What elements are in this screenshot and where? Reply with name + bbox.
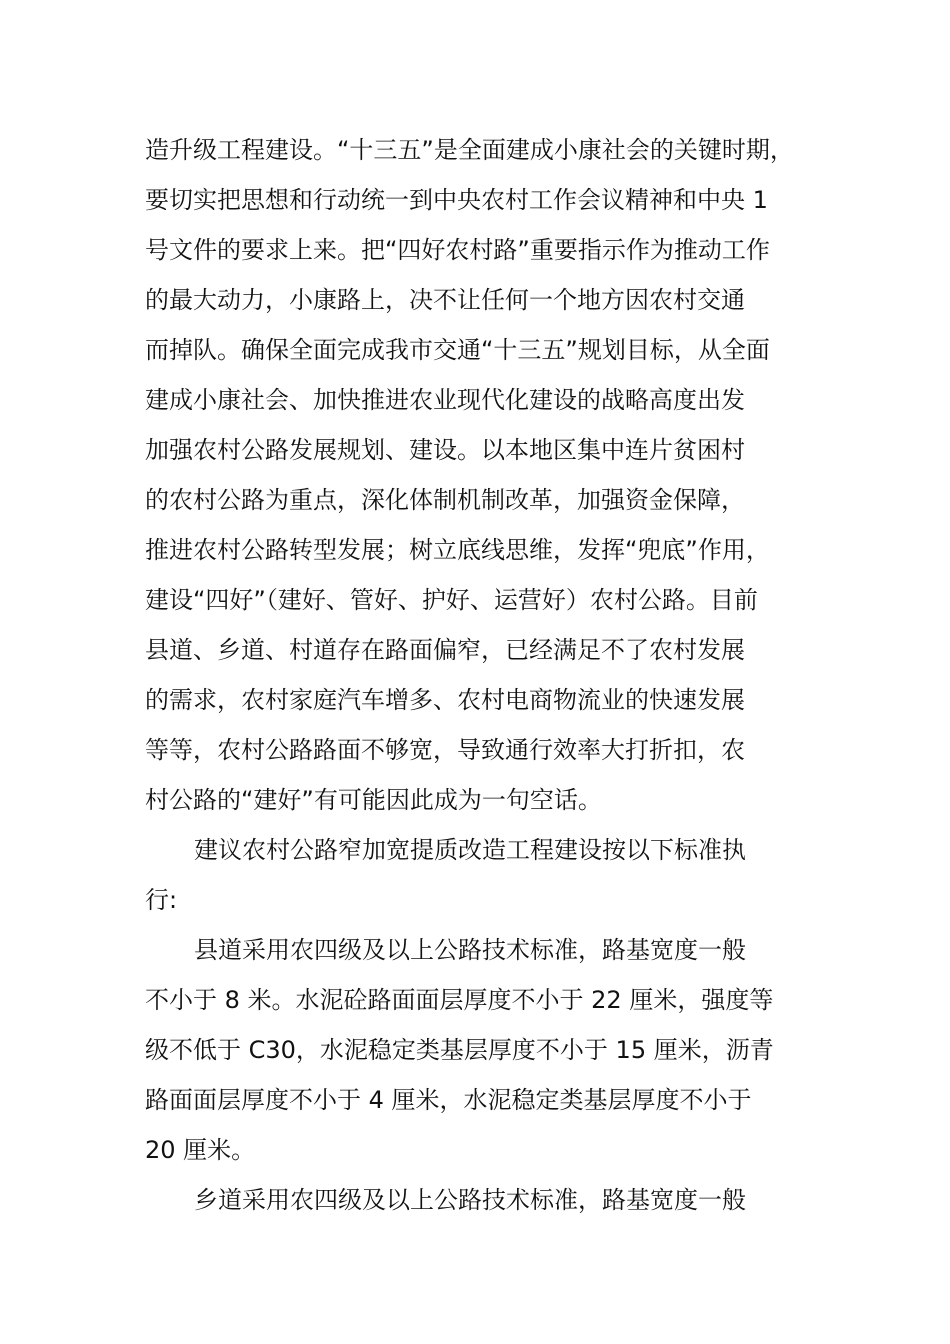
- text-line: 20 厘米。: [145, 1136, 256, 1164]
- text-line: 建成小康社会、加快推进农业现代化建设的战略高度出发: [145, 386, 745, 414]
- text-line: 等等，农村公路路面不够宽，导致通行效率大打折扣，农: [145, 736, 745, 764]
- text-line: 的需求，农村家庭汽车增多、农村电商物流业的快速发展: [145, 686, 745, 714]
- text-line: 而掉队。确保全面完成我市交通“十三五”规划目标，从全面: [145, 336, 770, 364]
- text-line: 县道、乡道、村道存在路面偏窄，已经满足不了农村发展: [145, 636, 745, 664]
- text-line: 的最大动力，小康路上，决不让任何一个地方因农村交通: [145, 286, 745, 314]
- text-line: 不小于 8 米。水泥砼路面面层厚度不小于 22 厘米，强度等: [145, 986, 774, 1014]
- text-line: 的农村公路为重点，深化体制机制改革，加强资金保障，: [145, 486, 745, 514]
- body-text: [145, 125, 810, 1225]
- text-line: 号文件的要求上来。把“四好农村路”重要指示作为推动工作: [145, 236, 770, 264]
- text-line: 级不低于 C30，水泥稳定类基层厚度不小于 15 厘米，沥青: [145, 1036, 774, 1064]
- text-line: 建设“四好”（建好、管好、护好、运营好）农村公路。目前: [145, 586, 758, 614]
- paragraph-start-line: 乡道采用农四级及以上公路技术标准，路基宽度一般: [194, 1186, 746, 1214]
- paragraph-start-line: 建议农村公路窄加宽提质改造工程建设按以下标准执: [194, 836, 746, 864]
- text-line: 路面面层厚度不小于 4 厘米，水泥稳定类基层厚度不小于: [145, 1086, 752, 1114]
- text-line: 造升级工程建设。“十三五”是全面建成小康社会的关键时期，: [145, 136, 794, 164]
- text-line: 推进农村公路转型发展；树立底线思维，发挥“兜底”作用，: [145, 536, 770, 564]
- paragraph-start-line: 县道采用农四级及以上公路技术标准，路基宽度一般: [194, 936, 746, 964]
- text-line: 行:: [145, 886, 178, 914]
- text-line: 村公路的“建好”有可能因此成为一句空话。: [145, 786, 602, 814]
- text-line: 要切实把思想和行动统一到中央农村工作会议精神和中央 1: [145, 186, 768, 214]
- text-line: 加强农村公路发展规划、建设。以本地区集中连片贫困村: [145, 436, 745, 464]
